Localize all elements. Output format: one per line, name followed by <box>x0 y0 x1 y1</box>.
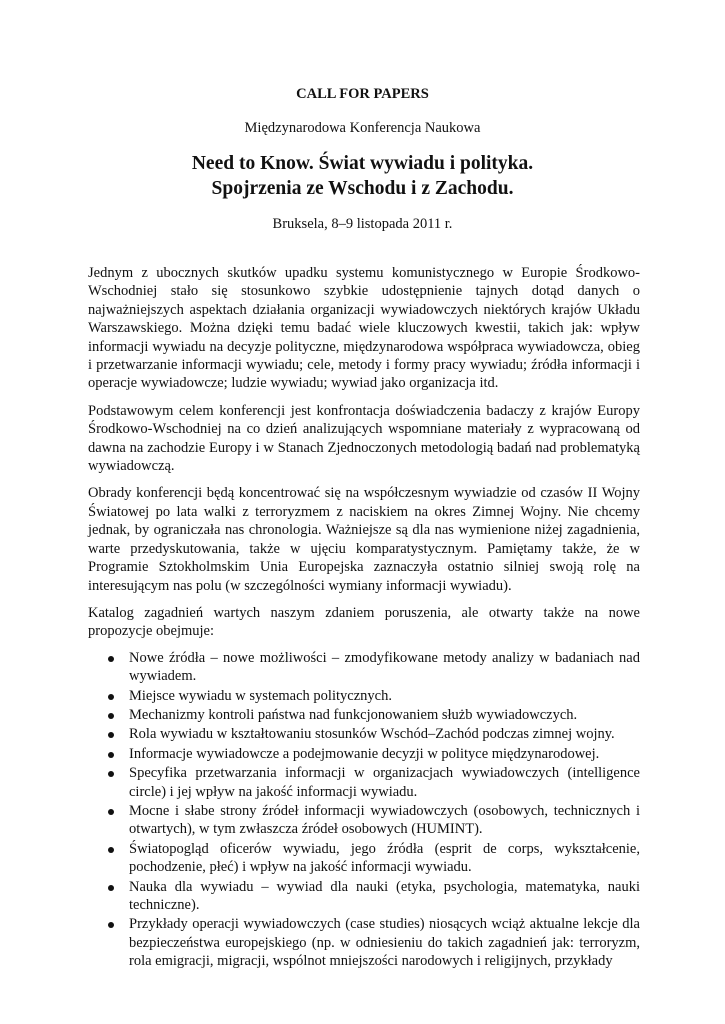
topic-text: Informacje wywiadowcze a podejmowanie decyzji w polityce międzynarodowej. <box>129 745 600 762</box>
topic-text: Nowe źródła – nowe możliwości – zmodyfikowane metody analizy w badaniach nad wywiadem. <box>129 649 640 685</box>
list-item <box>88 878 640 915</box>
topic-text: Mocne i słabe strony źródeł informacji wywiadowczych (osobowych, technicznych i otwartych), w tym zwłaszcza źródeł osobowych (HUMINT). <box>129 802 640 838</box>
list-item <box>88 706 640 724</box>
list-item <box>88 745 640 763</box>
topic-text: Rola wywiadu w kształtowaniu stosunków Wschód–Zachód podczas zimnej wojny. <box>129 726 615 743</box>
topic-text: Mechanizmy kontroli państwa nad funkcjonowaniem służb wywiadowczych. <box>129 706 578 723</box>
paragraph: Jednym z ubocznych skutków upadku systemu komunistycznego w Europie Środkowo-Wschodniej stało się stosunkowo szybkie udostępnienie tajnych dotąd danych o najważniejszych aspektach działania organizacji wywiadowczych niektórych krajów Układu Warszawskiego. Można dzięki temu badać wiele kluczowych kwestii, takich jak: wpływ informacji wywiadu na decyzje polityczne, międzynarodowa współpraca wywiadowcza, obieg i przetwarzanie informacji wywiadu; cele, metody i formy pracy wywiadu; źródła informacji i operacje wywiadowcze; ludzie wywiadu; wywiad jako organizacja itd. <box>88 265 640 392</box>
topic-text: Przykłady operacji wywiadowczych (case studies) niosących wciąż aktualne lekcje dla bezpieczeństwa europejskiego (np. w odniesieniu do takich zagadnień jak: terroryzm, rola emigracji, migracji, wspólnot mniejszości narodowych i religijnych, przykłady <box>129 916 640 970</box>
bullet-icon <box>108 752 114 758</box>
bullet-icon <box>108 732 114 738</box>
list-item <box>88 649 640 686</box>
list-item <box>88 687 640 705</box>
list-item <box>88 915 640 970</box>
document-body <box>88 264 640 972</box>
place-and-date: Bruksela, 8–9 listopada 2011 r. <box>272 216 453 232</box>
bullet-icon <box>108 771 114 777</box>
conference-type: Międzynarodowa Konferencja Naukowa <box>244 120 481 136</box>
title-line-1: Need to Know. Świat wywiadu i polityka. <box>191 153 534 174</box>
topic-text: Nauka dla wywiadu – wywiad dla nauki (etyka, psychologia, matematyka, nauki techniczne). <box>129 878 640 913</box>
paragraph: Obrady konferencji będą koncentrować się na współczesnym wywiadzie od czasów II Wojny Światowej po lata walki z terroryzmem z naciskiem na okres Zimnej Wojny. Nie chcemy jednak, by ograniczała nas chronologia. Ważniejsze są dla nas wymienione niżej zagadnienia, warte przedyskutowania, także w ujęciu komparatystycznym. Pamiętamy także, że w Programie Sztokholmskim Unia Europejska zaznaczyła ostatnio silniej swoją rolę na interesującym nas polu (w szczególności wymiany informacji wywiadu). <box>88 485 640 594</box>
topic-text: Światopogląd oficerów wywiadu, jego źródła (esprit de corps, wykształcenie, pochodzenie, płeć) i wpływ na jakość informacji wywiadu. <box>129 840 640 876</box>
topics-intro: Katalog zagadnień wartych naszym zdaniem poruszenia, ale otwarty także na nowe propozycje obejmuje: <box>88 604 640 640</box>
bullet-icon <box>108 656 114 662</box>
topic-text: Miejsce wywiadu w systemach politycznych. <box>129 687 392 704</box>
bullet-icon <box>108 885 114 891</box>
title-line-2: Spojrzenia ze Wschodu i z Zachodu. <box>211 178 514 199</box>
call-for-papers-heading: CALL FOR PAPERS <box>296 86 429 102</box>
conference-title <box>0 151 725 201</box>
topics-list <box>88 649 640 971</box>
bullet-icon <box>108 847 114 853</box>
bullet-icon <box>108 713 114 719</box>
bullet-icon <box>108 809 114 815</box>
bullet-icon <box>108 694 114 700</box>
topic-text: Specyfika przetwarzania informacji w organizacjach wywiadowczych (intelligence circle) i jej wpływ na jakość informacji wywiadu. <box>129 765 640 800</box>
list-item <box>88 840 640 877</box>
list-item <box>88 802 640 839</box>
list-item <box>88 764 640 801</box>
bullet-icon <box>108 922 114 928</box>
paragraph: Podstawowym celem konferencji jest konfrontacja doświadczenia badaczy z krajów Europy Środkowo-Wschodniej na co dzień analizujących wspomniane materiały z wypracowaną od dawna na zachodzie Europy i w Stanach Zjednoczonych metodologią badań nad problematyką wywiadowczą. <box>88 402 640 475</box>
list-item <box>88 725 640 743</box>
